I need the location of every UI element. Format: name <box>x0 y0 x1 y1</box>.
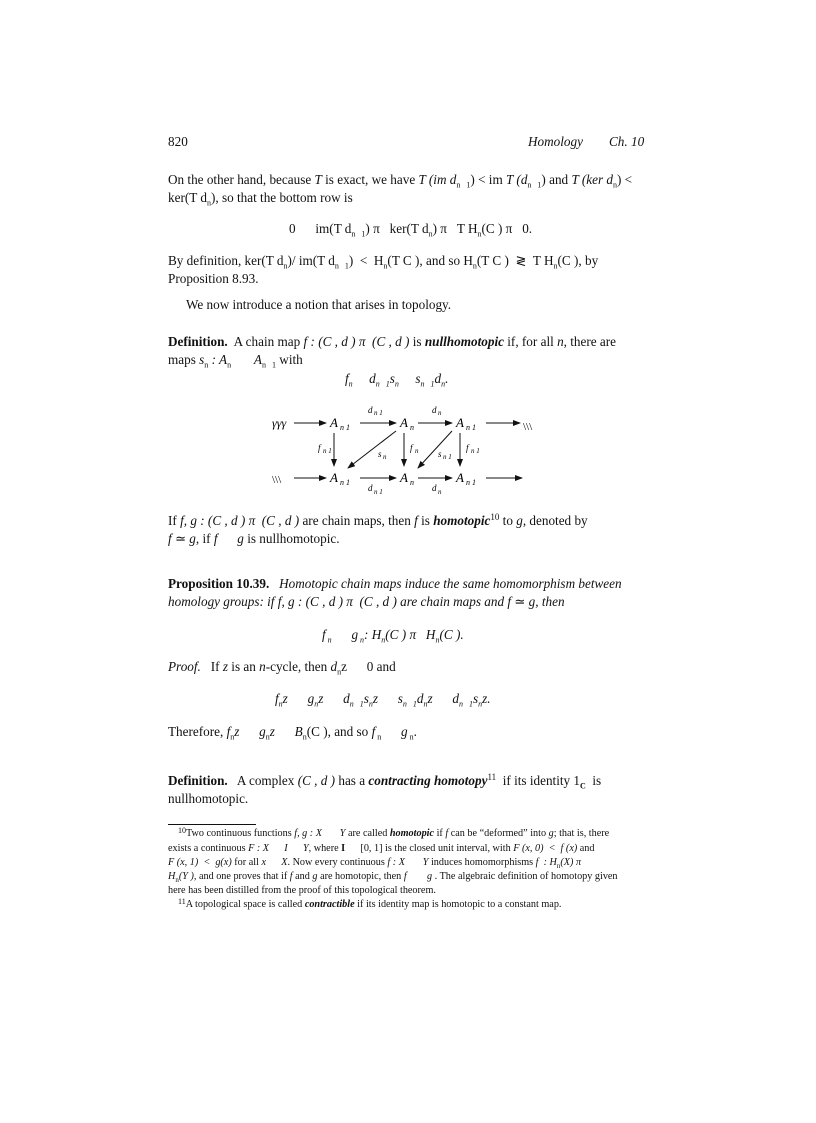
top-arrow-label-0: d <box>368 405 373 415</box>
contracting-line-2: nullhomotopic. <box>168 791 249 806</box>
proposition-formula: f $_n$ g $_n$: $H_n(C$ ) π $H_n(C$ ). <box>322 627 464 645</box>
nullhomotopic-definition-line-1: Definition. A chain map f : (C , d ) π (C , d ) is nullhomotopic if, for all n, there are <box>168 334 617 349</box>
vertical-label-1: f <box>410 443 413 453</box>
diagonal-arrow-1 <box>418 431 452 468</box>
footnote-11: $^{11}$A topological space is called contractible if its identity map is homotopic to a constant map. <box>178 897 562 910</box>
chapter-title: Homology <box>528 134 583 149</box>
proof-line-1: Proof. If z is an n-cycle, then $d_nz$ 0 and <box>168 659 396 677</box>
top-node-0: A <box>330 415 338 430</box>
vertical-label-0: f <box>318 443 321 453</box>
intro-line-1: On the other hand, because T is exact, we have T (im $d_{n 1}$) < im T $(d_{n 1})$ and T (ker $d_n$) < <box>168 172 633 190</box>
bottom-arrow-label-0: d <box>368 483 373 493</box>
homotopic-line-2: f ≃ g, if f g is nullhomotopic. <box>168 531 340 546</box>
footnote-10-line-5: here has been distilled from the proof of this topological theorem. <box>168 885 436 896</box>
diagonal-label-0: s <box>378 449 382 459</box>
bottom-node-2: A <box>456 470 464 485</box>
vertical-label-2-sub: n 1 <box>471 447 480 455</box>
footnote-10-line-3: F (x, 1) < g(x) for all x X. Now every continuous f : X Y induces homomorphisms f : $H_n(X)$ π <box>168 857 582 871</box>
bottom-node-0: A <box>330 470 338 485</box>
nullhomotopic-formula: $f_n$ $d_{n 1}s_n$ $s_{n 1}d_n$. <box>345 371 449 389</box>
bottom-node-1-sub: n <box>410 478 414 487</box>
diagonal-label-1: s <box>438 449 442 459</box>
vertical-label-2: f <box>466 443 469 453</box>
top-node-1: A <box>400 415 408 430</box>
top-node-2-sub: n 1 <box>466 423 476 432</box>
vertical-label-0-sub: n 1 <box>323 447 332 455</box>
diagonal-arrow-0 <box>348 431 396 468</box>
nullhomotopic-definition-line-2: maps $s_n$ : $A_n$ $A_{n 1}$ with <box>168 352 303 370</box>
top-node-0-sub: n 1 <box>340 423 350 432</box>
vertical-label-1-sub: n <box>415 447 419 455</box>
proposition-line-2: homology groups: if f, g : (C , d ) π (C , d ) are chain maps and f ≃ g, then <box>168 594 565 609</box>
footnote-ref-11[interactable]: 11 <box>487 772 497 782</box>
top-left-ellipsis: γγγ <box>272 416 287 430</box>
bottom-node-1: A <box>400 470 408 485</box>
top-arrow-label-0-sub: n 1 <box>374 409 383 417</box>
bottom-left-ellipsis: \\\ <box>272 474 282 486</box>
chapter-ref: Ch. 10 <box>609 134 645 149</box>
top-node-1-sub: n <box>410 423 414 432</box>
top-arrow-label-1: d <box>432 405 437 415</box>
proof-formula: $f_nz$ $g_nz$ $d_{n 1}s_nz$ $s_{n 1}d_nz$ $d_{n 1}s_nz$. <box>275 691 491 709</box>
proposition-line-1: Proposition 10.39. Homotopic chain maps induce the same homomorphism between <box>168 576 622 591</box>
footnote-10-line-2: exists a continuous F : X I Y, where I [0, 1] is the closed unit interval, with F (x, 0) < f (x) and <box>168 843 595 854</box>
footnote-10-line-1: $^{10}$Two continuous functions f, g : X Y are called homotopic if f can be “deformed” into g; that is, there <box>178 826 610 839</box>
bottom-arrow-label-1-sub: n <box>438 488 442 496</box>
exact-sequence-display: 0 im(T $d_{n 1}$) π ker(T $d_n$) π T $H_n(C$ ) π 0. <box>289 221 533 239</box>
chain-homotopy-diagram <box>260 398 560 498</box>
footnote-ref-10[interactable]: 10 <box>490 512 500 522</box>
proof-conclusion: Therefore, $f_nz$ $g_nz$ $B_n(C$ ), and so f $_n$ g $_n$. <box>168 724 417 742</box>
top-arrow-label-1-sub: n <box>438 409 442 417</box>
bottom-node-2-sub: n 1 <box>466 478 476 487</box>
top-right-ellipsis: \\\ <box>523 421 533 433</box>
by-definition-line-1: By definition, ker(T $d_n)/$ im(T $d_{n 1}) < H_n(T$ C ), and so $H_n(T$ C ) ≷ T $H_n(C$ ), by <box>168 253 599 271</box>
bottom-arrow-label-1: d <box>432 483 437 493</box>
bottom-node-0-sub: n 1 <box>340 478 350 487</box>
bottom-arrow-label-0-sub: n 1 <box>374 488 383 496</box>
by-definition-line-2: Proposition 8.93. <box>168 271 259 286</box>
intro-line-2: ker(T $d_n$), so that the bottom row is <box>168 190 353 208</box>
page-number: 820 <box>168 134 188 149</box>
top-node-2: A <box>456 415 464 430</box>
footnote-rule <box>168 824 256 825</box>
contracting-line-1: Definition. A complex (C , d ) has a contracting homotopy$^{11}$ if its identity $1_C$ is <box>168 772 602 791</box>
diagonal-label-1-sub: n 1 <box>443 453 452 461</box>
homotopic-line-1: If f, g : (C , d ) π (C , d ) are chain maps, then f is homotopic$^{10}$ to g, denoted by <box>168 512 588 528</box>
diagonal-label-0-sub: n <box>383 453 387 461</box>
footnote-10-line-4: $H_n(Y$ ), and one proves that if f and g are homotopic, then f g . The algebraic definition of homotopy given <box>168 871 618 885</box>
topology-notion: We now introduce a notion that arises in topology. <box>186 297 452 312</box>
